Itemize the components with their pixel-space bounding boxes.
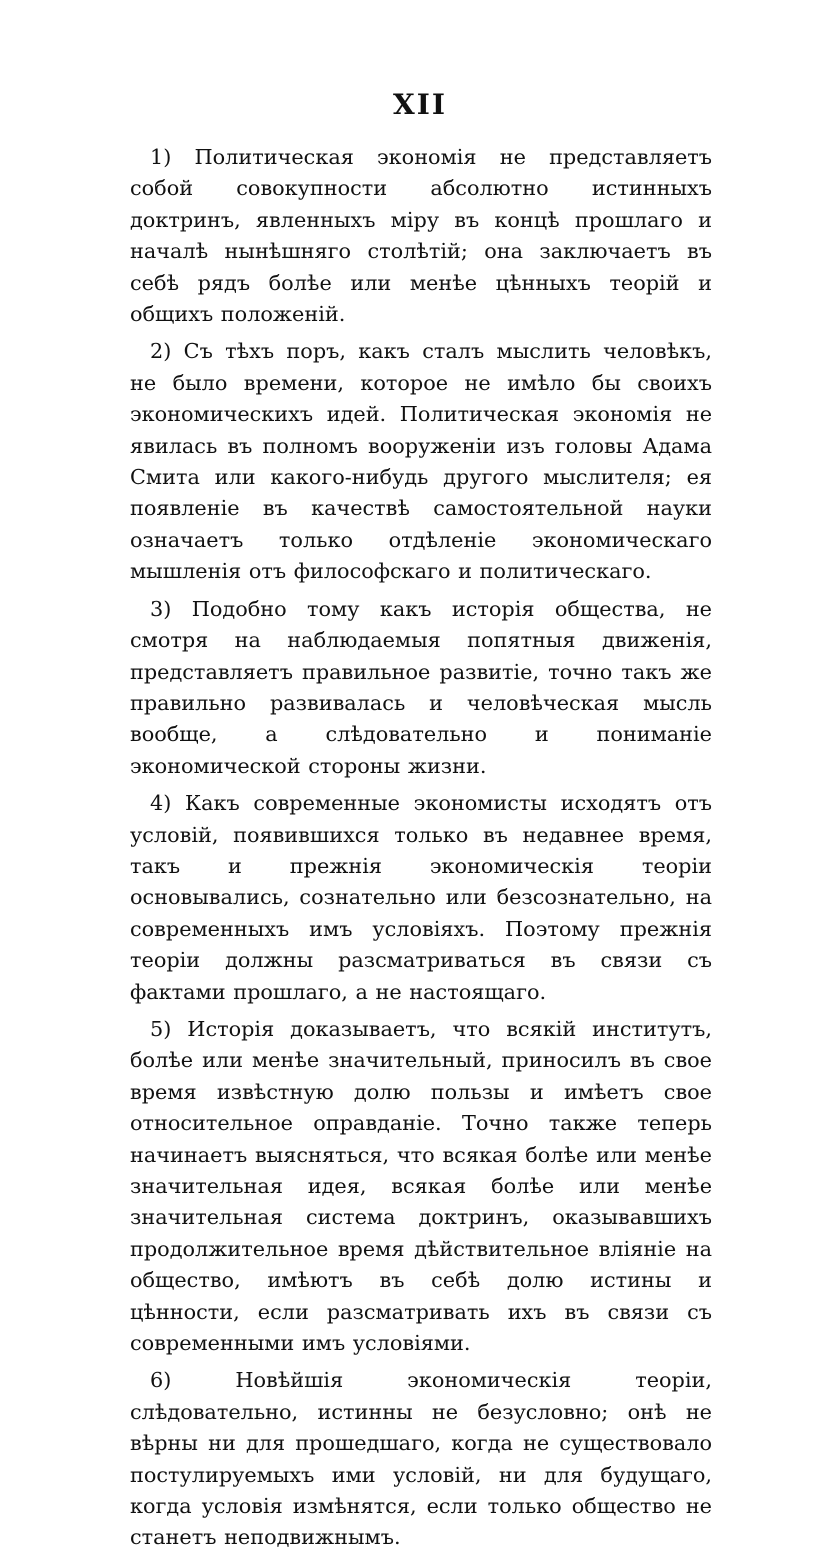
paragraph-6: 6) Новѣйшія экономическія теоріи, слѣдовательно, истинны не безусловно; онѣ не вѣрны ни для прошедшаго, когда не существовало постулируемыхъ ими условій, ни для будущаго, когда условія измѣнятся, если только общество не станетъ неподвижнымъ. (130, 1368, 712, 1550)
paragraph-2: 2) Съ тѣхъ поръ, какъ сталъ мыслить человѣкъ, не было времени, которое не имѣло бы своихъ экономическихъ идей. Политическая экономія не явилась въ полномъ вооруженіи изъ головы Адама Смита или какого-нибудь другого мыслителя; ея появленіе въ качествѣ самостоятельной науки означаетъ только отдѣленіе экономическаго мышленія отъ философскаго и политическаго. (130, 339, 712, 584)
paragraph-4: 4) Какъ современные экономисты исходятъ отъ условій, появившихся только въ недавнее время, такъ и прежнія экономическія теоріи основывались, сознательно или безсознательно, на современныхъ имъ условіяхъ. Поэтому прежнія теоріи должны разсматриваться въ связи съ фактами прошлаго, а не настоящаго. (130, 791, 712, 1004)
paragraph-1: 1) Политическая экономія не представляетъ собой совокупности абсолютно истинныхъ доктринъ, явленныхъ міру въ концѣ прошлаго и началѣ нынѣшняго столѣтій; она заключаетъ въ себѣ рядъ болѣе или менѣе цѣнныхъ теорій и общихъ положеній. (130, 145, 712, 327)
page-number: XII (393, 88, 447, 121)
paragraph-3: 3) Подобно тому какъ исторія общества, не смотря на наблюдаемыя попятныя движенія, представляетъ правильное развитіе, точно такъ же правильно развивалась и человѣческая мысль вообще, а слѣдовательно и пониманіе экономической стороны жизни. (130, 596, 712, 778)
page-body (130, 142, 712, 1560)
paragraph-5: 5) Исторія доказываетъ, что всякій институтъ, болѣе или менѣе значительный, приносилъ въ свое время извѣстную долю пользы и имѣетъ свое относительное оправданіе. Точно также теперь начинаетъ выясняться, что всякая болѣе или менѣе значительная идея, всякая болѣе или менѣе значительная система доктринъ, оказывавшихъ продолжительное время дѣйствительное вліяніе на общество, имѣютъ въ себѣ долю истины и цѣнности, если разсматривать ихъ въ связи съ современными имъ условіями. (130, 1016, 712, 1356)
